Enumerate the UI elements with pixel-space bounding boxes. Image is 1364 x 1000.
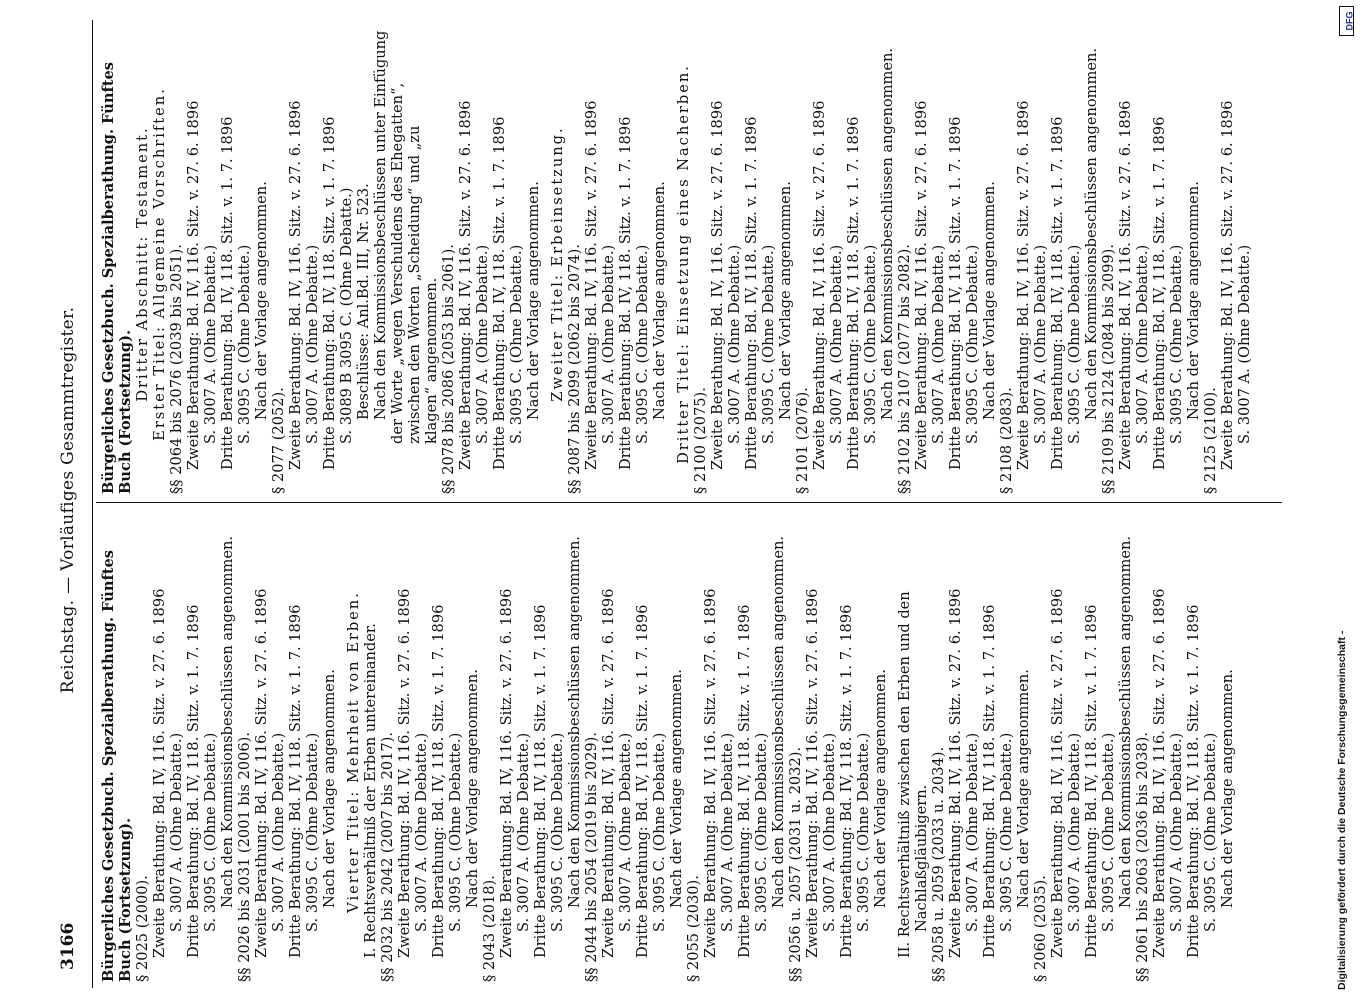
col2-entry-line: Bürgerliches Gesetzbuch. Spezialberathung. Fünftes xyxy=(100,61,117,494)
col1-entry-line: S. 3007 A. (Ohne Debatte.) xyxy=(1168,732,1185,932)
col1-entry-line: Nach der Vorlage angenommen. xyxy=(1015,669,1032,908)
col2-entry-line: S. 3095 C. (Ohne Debatte.) xyxy=(862,244,879,444)
col2-entry-line: S. 3095 C. (Ohne Debatte.) xyxy=(634,244,651,444)
col2-entry-line: § 2125 (2100). xyxy=(1202,387,1219,494)
col1-entry-line: Dritte Berathung: Bd. IV, 118. Sitz. v. 1. 7. 1896 xyxy=(634,604,651,958)
col1-entry-line: Nach der Vorlage angenommen. xyxy=(668,669,685,908)
col2-entry-line: Nach der Vorlage angenommen. xyxy=(777,181,794,420)
col2-entry-line: Zweite Berathung: Bd. IV, 116. Sitz. v. 27. 6. 1896 xyxy=(811,100,828,470)
col2-entry-line: Nach der Vorlage angenommen. xyxy=(525,181,542,420)
digitization-credit xyxy=(1336,631,1348,990)
col2-entry-line: Dritte Berathung: Bd. IV, 118. Sitz. v. 1. 7. 1896 xyxy=(1151,116,1168,470)
logo-text: DFG xyxy=(1344,11,1355,31)
credit-text: Digitalisierung gefördert durch die Deutsche Forschungsgemeinschaft - xyxy=(1336,630,1348,990)
column-divider xyxy=(96,502,1282,503)
col1-entry-line: §§ 2058 u. 2059 (2033 u. 2034). xyxy=(930,746,947,982)
col2-entry-line: S. 3007 A. (Ohne Debatte.) xyxy=(474,244,491,444)
col2-entry-line: S. 3095 C. (Ohne Debatte.) xyxy=(1168,244,1185,444)
col1-entry-line: S. 3007 A. (Ohne Debatte.) xyxy=(515,732,532,932)
col2-entry-line: Nach den Kommissionsbeschlüssen unter Einfügung xyxy=(372,30,389,420)
col1-entry-line: § 2043 (2018). xyxy=(481,875,498,982)
col2-entry-line: S. 3007 A. (Ohne Debatte.) xyxy=(1236,244,1253,444)
col1-entry-line: Buch (Fortsetzung). xyxy=(117,817,134,982)
col2-entry-line: S. 3007 A. (Ohne Debatte.) xyxy=(1032,244,1049,444)
col1-entry-line: Nach den Kommissionsbeschlüssen angenommen. xyxy=(566,535,583,908)
col1-entry-line: Zweite Berathung: Bd. IV, 116. Sitz. v. 27. 6. 1896 xyxy=(498,588,515,958)
col2-entry-line: S. 3007 A. (Ohne Debatte.) xyxy=(304,244,321,444)
col1-entry-line: S. 3095 C. (Ohne Debatte.) xyxy=(447,732,464,932)
page-number: 3166 xyxy=(58,922,78,970)
col2-entry-line: §§ 2078 bis 2086 (2053 bis 2061). xyxy=(440,243,457,494)
col1-entry-line: S. 3095 C. (Ohne Debatte.) xyxy=(304,732,321,932)
col2-entry-line: S. 3095 C. (Ohne Debatte.) xyxy=(760,244,777,444)
col1-entry-line: S. 3007 A. (Ohne Debatte.) xyxy=(168,732,185,932)
col2-entry-line: Zweite Berathung: Bd. IV, 116. Sitz. v. 27. 6. 1896 xyxy=(185,100,202,470)
col2-entry-line: Nach der Vorlage angenommen. xyxy=(981,181,998,420)
col1-entry-line: S. 3007 A. (Ohne Debatte.) xyxy=(1066,732,1083,932)
col2-entry-line: S. 3007 A. (Ohne Debatte.) xyxy=(828,244,845,444)
col1-entry-line: S. 3095 C. (Ohne Debatte.) xyxy=(1202,732,1219,932)
page-title: Reichstag. — Vorläufiges Gesammtregister. xyxy=(58,306,78,694)
col1-entry-line: §§ 2056 u. 2057 (2031 u. 2032). xyxy=(787,746,804,982)
col1-entry-line: § 2025 (2000). xyxy=(134,875,151,982)
col1-entry-line: § 2060 (2035). xyxy=(1032,875,1049,982)
col2-entry-line: S. 3007 A. (Ohne Debatte.) xyxy=(1134,244,1151,444)
col1-entry-line: S. 3095 C. (Ohne Debatte.) xyxy=(753,732,770,932)
col1-entry-line: Bürgerliches Gesetzbuch. Spezialberathung. Fünftes xyxy=(100,549,117,982)
col1-entry-line: Dritte Berathung: Bd. IV, 118. Sitz. v. 1. 7. 1896 xyxy=(981,604,998,958)
col2-entry-line: §§ 2064 bis 2076 (2039 bis 2051). xyxy=(168,243,185,494)
col1-entry-line xyxy=(889,522,896,982)
col1-entry-line: Zweite Berathung: Bd. IV, 116. Sitz. v. 27. 6. 1896 xyxy=(1049,588,1066,958)
col1-entry-line: § 2055 (2030). xyxy=(685,875,702,982)
col1-entry-line: Zweite Berathung: Bd. IV, 116. Sitz. v. 27. 6. 1896 xyxy=(600,588,617,958)
col1-entry-line: S. 3007 A. (Ohne Debatte.) xyxy=(617,732,634,932)
col1-entry-line: Zweite Berathung: Bd. IV, 116. Sitz. v. 27. 6. 1896 xyxy=(1151,588,1168,958)
col1-entry-line: Zweite Berathung: Bd. IV, 116. Sitz. v. 27. 6. 1896 xyxy=(947,588,964,958)
col2-entry-line: Dritte Berathung: Bd. IV, 118. Sitz. v. 1. 7. 1896 xyxy=(219,116,236,470)
col1-entry-line: S. 3007 A. (Ohne Debatte.) xyxy=(964,732,981,932)
col2-entry-line: Nach den Kommissionsbeschlüssen angenommen. xyxy=(879,47,896,420)
col2-entry-line: S. 3007 A. (Ohne Debatte.) xyxy=(202,244,219,444)
col2-entry-line: §§ 2102 bis 2107 (2077 bis 2082). xyxy=(896,243,913,494)
col2-entry-line: Dritte Berathung: Bd. IV, 118. Sitz. v. 1. 7. 1896 xyxy=(1049,116,1066,470)
col1-entry-line: S. 3007 A. (Ohne Debatte.) xyxy=(413,732,430,932)
col2-entry-line: Dritte Berathung: Bd. IV, 118. Sitz. v. 1. 7. 1896 xyxy=(491,116,508,470)
col1-entry-line: Dritte Berathung: Bd. IV, 118. Sitz. v. 1. 7. 1896 xyxy=(287,604,304,958)
col2-entry-line: Dritte Berathung: Bd. IV, 118. Sitz. v. 1. 7. 1896 xyxy=(947,116,964,470)
col2-entry-line: § 2101 (2076). xyxy=(794,387,811,494)
col1-entry-line: Nachlaßgläubigern. xyxy=(913,784,930,932)
col1-entry-line: Nach der Vorlage angenommen. xyxy=(464,669,481,908)
col2-entry-line: S. 3007 A. (Ohne Debatte.) xyxy=(930,244,947,444)
right-column xyxy=(100,30,1280,494)
col2-entry-line: Buch (Fortsetzung). xyxy=(117,329,134,494)
col2-entry-line: Dritte Berathung: Bd. IV, 118. Sitz. v. 1. 7. 1896 xyxy=(321,116,338,470)
col1-entry-line: Nach den Kommissionsbeschlüssen angenommen. xyxy=(770,535,787,908)
col2-entry-line: Zweite Berathung: Bd. IV, 116. Sitz. v. 27. 6. 1896 xyxy=(709,100,726,470)
col2-entry-line: Dritte Berathung: Bd. IV, 118. Sitz. v. 1. 7. 1896 xyxy=(743,116,760,470)
col1-entry-line: Nach der Vorlage angenommen. xyxy=(321,669,338,908)
col2-entry-line: Nach der Vorlage angenommen. xyxy=(1185,181,1202,420)
col1-entry-line: §§ 2061 bis 2063 (2036 bis 2038). xyxy=(1134,731,1151,982)
col2-entry-line: § 2108 (2083). xyxy=(998,387,1015,494)
col1-entry-line: Dritte Berathung: Bd. IV, 118. Sitz. v. 1. 7. 1896 xyxy=(532,604,549,958)
col2-entry-line: S. 3089 B 3095 C. (Ohne Debatte.) xyxy=(338,187,355,444)
col2-entry-line: Dritter Titel: Einsetzung eines Nacherben. xyxy=(675,64,692,464)
col1-entry-line: S. 3007 A. (Ohne Debatte.) xyxy=(821,732,838,932)
col1-entry-line: I. Rechtsverhältniß der Erben untereinander. xyxy=(362,623,379,958)
col2-entry-line: der Worte „wegen Verschuldens des Ehegatten“, xyxy=(389,82,406,444)
col2-entry-line: S. 3007 A. (Ohne Debatte.) xyxy=(600,244,617,444)
col2-entry-line: Zweiter Titel: Erbeinsetzung. xyxy=(549,126,566,402)
col1-entry-line: S. 3095 C. (Ohne Debatte.) xyxy=(998,732,1015,932)
col1-entry-line: Nach den Kommissionsbeschlüssen angenommen. xyxy=(1117,535,1134,908)
col1-entry-line: Nach der Vorlage angenommen. xyxy=(872,669,889,908)
col2-entry-line: §§ 2109 bis 2124 (2084 bis 2099). xyxy=(1100,243,1117,494)
col1-entry-line: Dritte Berathung: Bd. IV, 118. Sitz. v. 1. 7. 1896 xyxy=(1185,604,1202,958)
page-header xyxy=(58,30,88,970)
col2-entry-line: Nach der Vorlage angenommen. xyxy=(253,181,270,420)
col2-entry-line: S. 3095 C. (Ohne Debatte.) xyxy=(236,244,253,444)
dfg-logo xyxy=(1339,6,1354,36)
col2-entry-line: Dritter Abschnitt: Testament. xyxy=(134,126,151,402)
col2-entry-line: Zweite Berathung: Bd. IV, 116. Sitz. v. 27. 6. 1896 xyxy=(583,100,600,470)
col2-entry-line xyxy=(668,34,675,494)
col2-entry-line: Nach den Kommissionsbeschlüssen angenommen. xyxy=(1083,47,1100,420)
col2-entry-line: § 2077 (2052). xyxy=(270,387,287,494)
col1-entry-line: Zweite Berathung: Bd. IV, 116. Sitz. v. 27. 6. 1896 xyxy=(151,588,168,958)
col1-entry-line: Zweite Berathung: Bd. IV, 116. Sitz. v. 27. 6. 1896 xyxy=(804,588,821,958)
col1-entry-line xyxy=(338,522,345,982)
col2-entry-line: Dritte Berathung: Bd. IV, 118. Sitz. v. 1. 7. 1896 xyxy=(617,116,634,470)
col1-entry-line: S. 3007 A. (Ohne Debatte.) xyxy=(719,732,736,932)
col1-entry-line: Nach den Kommissionsbeschlüssen angenommen. xyxy=(219,535,236,908)
col2-entry-line: klagen“ angenommen. xyxy=(423,277,440,444)
col2-entry-line: Dritte Berathung: Bd. IV, 118. Sitz. v. 1. 7. 1896 xyxy=(845,116,862,470)
col1-entry-line: S. 3095 C. (Ohne Debatte.) xyxy=(855,732,872,932)
col1-entry-line: S. 3007 A. (Ohne Debatte.) xyxy=(270,732,287,932)
left-column xyxy=(100,522,1280,982)
col1-entry-line: Zweite Berathung: Bd. IV, 116. Sitz. v. 27. 6. 1896 xyxy=(396,588,413,958)
col2-entry-line: zwischen den Worten „Scheidung“ und „zu xyxy=(406,125,423,444)
col1-entry-line: Dritte Berathung: Bd. IV, 118. Sitz. v. 1. 7. 1896 xyxy=(1083,604,1100,958)
col2-entry-line: §§ 2087 bis 2099 (2062 bis 2074). xyxy=(566,243,583,494)
col1-entry-line: S. 3095 C. (Ohne Debatte.) xyxy=(202,732,219,932)
col2-entry-line: Nach der Vorlage angenommen. xyxy=(651,181,668,420)
col2-entry-line: S. 3095 C. (Ohne Debatte.) xyxy=(964,244,981,444)
col1-entry-line: Zweite Berathung: Bd. IV, 116. Sitz. v. 27. 6. 1896 xyxy=(253,588,270,958)
col1-entry-line: Vierter Titel: Mehrheit von Erben. xyxy=(345,591,362,913)
col1-entry-line: Dritte Berathung: Bd. IV, 118. Sitz. v. 1. 7. 1896 xyxy=(430,604,447,958)
col1-entry-line: Dritte Berathung: Bd. IV, 118. Sitz. v. 1. 7. 1896 xyxy=(185,604,202,958)
col1-entry-line: §§ 2032 bis 2042 (2007 bis 2017). xyxy=(379,731,396,982)
col2-entry-line: § 2100 (2075). xyxy=(692,387,709,494)
col2-entry-line xyxy=(542,34,549,494)
col1-entry-line: S. 3095 C. (Ohne Debatte.) xyxy=(1100,732,1117,932)
col1-entry-line: Dritte Berathung: Bd. IV, 118. Sitz. v. 1. 7. 1896 xyxy=(736,604,753,958)
col2-entry-line: Zweite Berathung: Bd. IV, 116. Sitz. v. 27. 6. 1896 xyxy=(1117,100,1134,470)
col1-entry-line: §§ 2026 bis 2031 (2001 bis 2006). xyxy=(236,731,253,982)
col2-entry-line: S. 3007 A. (Ohne Debatte.) xyxy=(726,244,743,444)
col1-entry-line: S. 3095 C. (Ohne Debatte.) xyxy=(549,732,566,932)
header-rule xyxy=(92,20,93,988)
col1-entry-line: Zweite Berathung: Bd. IV, 116. Sitz. v. 27. 6. 1896 xyxy=(702,588,719,958)
col1-entry-line: S. 3095 C. (Ohne Debatte.) xyxy=(651,732,668,932)
col2-entry-line: Erster Titel: Allgemeine Vorschriften. xyxy=(151,87,168,441)
col2-entry-line: Zweite Berathung: Bd. IV, 116. Sitz. v. 27. 6. 1896 xyxy=(1219,100,1236,470)
col1-entry-line: §§ 2044 bis 2054 (2019 bis 2029). xyxy=(583,731,600,982)
col2-entry-line: S. 3095 C. (Ohne Debatte.) xyxy=(1066,244,1083,444)
col2-entry-line: Zweite Berathung: Bd. IV, 116. Sitz. v. 27. 6. 1896 xyxy=(457,100,474,470)
col2-entry-line: Zweite Berathung: Bd. IV, 116. Sitz. v. 27. 6. 1896 xyxy=(287,100,304,470)
col1-entry-line: II. Rechtsverhältniß zwischen den Erben und den xyxy=(896,591,913,958)
col2-entry-line: Beschlüsse: Anl.Bd. III, Nr. 523. xyxy=(355,183,372,420)
col2-entry-line: Zweite Berathung: Bd. IV, 116. Sitz. v. 27. 6. 1896 xyxy=(913,100,930,470)
col2-entry-line: Zweite Berathung: Bd. IV, 116. Sitz. v. 27. 6. 1896 xyxy=(1015,100,1032,470)
col2-entry-line: S. 3095 C. (Ohne Debatte.) xyxy=(508,244,525,444)
col1-entry-line: Dritte Berathung: Bd. IV, 118. Sitz. v. 1. 7. 1896 xyxy=(838,604,855,958)
col1-entry-line: Nach der Vorlage angenommen. xyxy=(1219,669,1236,908)
